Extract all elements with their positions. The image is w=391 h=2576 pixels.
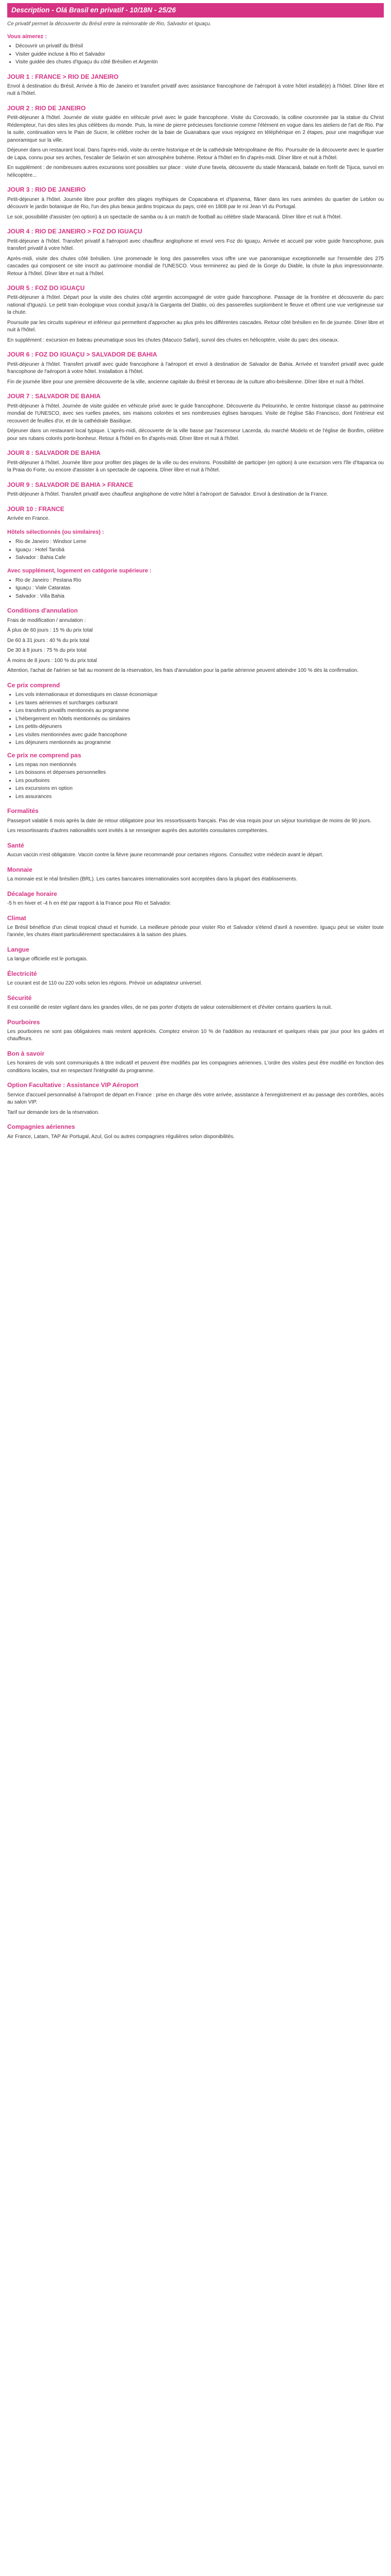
day-paragraph: Petit-déjeuner à l'hôtel. Journée de visite guidée en véhicule privé avec le guide francophone. Visite du Corcovado, la colline couronnée par la statue du Christ Rédempteur, l'un des sites les plus célèbres du monde. Puis, la mine de pierre précieuses fonctionne comme l'élément en vogue dans les ateliers de l'art de Rio. Par la suite, continuation vers le Pain de Sucre, le célèbre rocher de la baie de Guanabara que vous rejoignez en téléphérique en 2 étapes, pour une magnifique vue panoramique sur la ville. (7, 115, 384, 143)
langue-title: Langue (7, 945, 29, 953)
day-title: JOUR 5 : FOZ DO IGUAÇU (7, 284, 85, 292)
day-paragraph: Arrivée en France. (7, 515, 50, 521)
day-title: JOUR 4 : RIO DE JANEIRO > FOZ DO IGUAÇU (7, 228, 142, 235)
prestations-list (7, 691, 384, 747)
day-section (7, 392, 384, 443)
list-item: • Les vols internationaux et domestiques en classe économique (15, 691, 384, 699)
compagnies-title: Compagnies aériennes (7, 1123, 75, 1131)
day-title: JOUR 7 : SALVADOR DE BAHIA (7, 393, 101, 400)
day-section (7, 185, 384, 221)
day-title: JOUR 1 : FRANCE > RIO DE JANEIRO (7, 73, 119, 80)
paragraph: Frais de modification / annulation : (7, 617, 86, 623)
paragraph: Les ressortissants d'autres nationalités sont invités à se renseigner auprès des autorités consulaires compétentes. (7, 828, 269, 834)
day-paragraph: En supplément : de nombreuses autres excursions sont possibles sur place : visite d'une favela, découverte du stade Maracanã, balade en forêt de Tijuca, survol en hélicoptère... (7, 165, 384, 178)
day-title: JOUR 10 : FRANCE (7, 505, 64, 513)
page (0, 0, 391, 1154)
day-paragraph: Fin de journée libre pour une première découverte de la ville, ancienne capitale du Brésil et berceau de la culture afro-brésilienne. Dîner libre et nuit à l'hôtel. (7, 379, 365, 385)
list-item: • Les déjeuners mentionnés au programme (15, 739, 384, 747)
not-included-list (7, 761, 384, 801)
prestations-title: Ce prix comprend (7, 681, 60, 689)
vous-aimerez-list (7, 43, 384, 66)
climat-section (7, 914, 384, 939)
securite-section (7, 994, 384, 1012)
list-item: • Rio de Janeiro : Pestana Rio (15, 577, 384, 585)
day-section (7, 104, 384, 179)
formalites-title: Formalités (7, 807, 39, 815)
decalage-section (7, 890, 384, 908)
day-title: JOUR 2 : RIO DE JANEIRO (7, 104, 86, 112)
paragraph: Les horaires de vols sont communiqués à titre indicatif et peuvent être modifiés par les compagnies aériennes. L'ordre des visites peut être modifié en fonction des conditions locales, tout en respectant l'intégralité du programme. (7, 1060, 384, 1074)
pourboires-section (7, 1018, 384, 1043)
conditions-section (7, 606, 384, 674)
day-title: JOUR 8 : SALVADOR DE BAHIA (7, 449, 101, 457)
itinerary (7, 73, 384, 523)
paragraph: Aucun vaccin n'est obligatoire. Vaccin contre la fièvre jaune recommandé pour certaines régions. Consultez votre médecin avant le départ. (7, 852, 323, 858)
securite-title: Sécurité (7, 994, 32, 1002)
day-section (7, 481, 384, 499)
paragraph: De 30 à 8 jours : 75 % du prix total (7, 648, 87, 654)
list-item: • Rio de Janeiro : Windsor Leme (15, 538, 384, 546)
sante-section (7, 841, 384, 859)
day-title: JOUR 3 : RIO DE JANEIRO (7, 186, 86, 194)
day-section (7, 505, 384, 523)
options-title: Option Facultative : Assistance VIP Aéroport (7, 1081, 139, 1089)
day-paragraph: Poursuite par les circuits supérieur et inférieur qui permettent d'approcher au plus près les différentes cascades. Retour côté brésilien en fin de journée. Dîner libre et nuit à l'hôtel. (7, 319, 384, 333)
compagnies-section (7, 1123, 384, 1141)
list-item: • Les visites mentionnées avec guide francophone (15, 732, 384, 739)
list-item: • L'hébergement en hôtels mentionnés ou similaires (15, 716, 384, 723)
paragraph: Les pourboires ne sont pas obligatoires mais restent appréciés. Comptez environ 10 % de l'addition au restaurant et quelques réais par jour pour les guides et chauffeurs. (7, 1028, 384, 1042)
list-item: • Iguaçu : Hotel Tarobá (15, 547, 384, 554)
day-paragraph: Déjeuner dans un restaurant local. Dans l'après-midi, visite du centre historique et de la cathédrale Métropolitaine de Rio. Poursuite de la découverte avec le quartier de Lapa, connu pour ses arches, l'escalier de Selarón et son atmosphère bohème. Retour à l'hôtel en fin d'après-midi. Dîner libre et nuit à l'hôtel. (7, 147, 384, 161)
paragraph: La monnaie est le réal brésilien (BRL). Les cartes bancaires internationales sont acceptées dans la plupart des établissements. (7, 876, 298, 883)
hotels-section (7, 529, 384, 600)
paragraph: Attention, l'achat de l'aérien se fait au moment de la réservation, les frais d'annulation pour la partie aérienne peuvent atteindre 100 % dès la confirmation. (7, 668, 359, 674)
day-paragraph: En supplément : excursion en bateau pneumatique sous les chutes (Macuco Safari), survol des chutes en hélicoptère, visite du parc des oiseaux. (7, 337, 339, 343)
day-section (7, 350, 384, 386)
list-item: • Les repas non mentionnés (15, 761, 384, 769)
day-paragraph: Petit-déjeuner à l'hôtel. Journée libre pour profiter des plages mythiques de Copacabana et d'Ipanema, flâner dans les rues animées du quartier de Leblon ou découvrir le jardin botanique de Rio, l'un des plus beaux jardins tropicaux du pays, créé en 1808 par le roi Jean VI du Portugal. (7, 196, 384, 210)
paragraph: La langue officielle est le portugais. (7, 956, 88, 962)
electricite-section (7, 970, 384, 988)
paragraph: Il est conseillé de rester vigilant dans les grandes villes, de ne pas porter d'objets de valeur ostensiblement et d'éviter certains quartiers la nuit. (7, 1005, 332, 1011)
list-item: • Visiter guidée incluse à Rio et Salvador (15, 51, 384, 59)
list-item: • Les assurances (15, 793, 384, 801)
list-item: • Les pourboires (15, 777, 384, 785)
hotels-list (7, 538, 384, 562)
list-item: • Découvrir un privatif du Brésil (15, 43, 384, 50)
decalage-title: Décalage horaire (7, 890, 57, 897)
day-title: JOUR 6 : FOZ DO IGUAÇU > SALVADOR DE BAHIA (7, 351, 157, 359)
climat-title: Climat (7, 914, 26, 922)
list-item: • Visite guidée des chutes d'Iguaçu du côté Brésilien et Argentin (15, 59, 384, 66)
day-paragraph: Petit-déjeuner à l'hôtel. Transfert privatif avec guide francophone à l'aéroport et envol à destination de Salvador de Bahia. Arrivée et transfert privatif avec guide francophone de l'aéroport à votre hôtel. Installation à l'hôtel. (7, 361, 384, 375)
day-paragraph: Petit-déjeuner à l'hôtel. Transfert privatif avec chauffeur anglophone de votre hôtel à l'aéroport de Salvador. Envol à destination de la France. (7, 492, 329, 498)
day-paragraph: Le soir, possibilité d'assister (en option) à un spectacle de samba ou à un match de football au célèbre stade Maracanã. Dîner libre et nuit à l'hôtel. (7, 214, 342, 220)
sante-title: Santé (7, 841, 24, 849)
list-item: • Les taxes aériennes et surcharges carburant (15, 700, 384, 707)
paragraph: Air France, Latam, TAP Air Portugal, Azul, Gol ou autres compagnies régulières selon disponibilités. (7, 1133, 235, 1140)
options-section (7, 1081, 384, 1116)
bon-savoir-section (7, 1049, 384, 1075)
paragraph: Tarif sur demande lors de la réservation. (7, 1109, 100, 1115)
practical-info (7, 807, 384, 1141)
list-item: • Les boissons et dépenses personnelles (15, 769, 384, 777)
intro-text: Ce privatif permet la découverte du Brésil entre la mémorable de Rio, Salvador et Iguaçu. (7, 21, 211, 27)
paragraph: -5 h en hiver et -4 h en été par rapport à la France pour Rio et Salvador. (7, 901, 171, 907)
day-paragraph: Déjeuner dans un restaurant local typique. L'après-midi, découverte de la ville basse par l'ascenseur Lacerda, du marché Modelo et de l'église de Bonfim, célèbre pour ses rubans colorés porte-bonheur. Retour à l'hôtel en fin d'après-midi. Dîner libre et nuit à l'hôtel. (7, 428, 384, 442)
conditions-title: Conditions d'annulation (7, 607, 78, 615)
list-item: • Salvador : Villa Bahia (15, 593, 384, 601)
supp-title: Avec supplément, logement en catégorie supérieure : (7, 567, 152, 574)
vous-aimerez-section (7, 33, 384, 66)
paragraph: Le courant est de 110 ou 220 volts selon les régions. Prévoir un adaptateur universel. (7, 980, 202, 987)
day-paragraph: Petit-déjeuner à l'hôtel. Départ pour la visite des chutes côté argentin accompagné de votre guide francophone. Passage de la frontière et découverte du parc national d'Iguazú. Le petit train écologique vous conduit jusqu'à la Garganta del Diablo, où des passerelles surplombent le fleuve et offrent une vue vertigineuse sur la chute. (7, 295, 384, 316)
list-item: • Iguaçu : Viale Cataratas (15, 585, 384, 592)
list-item: • Les transferts privatifs mentionnés au programme (15, 707, 384, 715)
paragraph: À moins de 8 jours : 100 % du prix total (7, 657, 97, 664)
not-included-title: Ce prix ne comprend pas (7, 751, 82, 759)
langue-section (7, 945, 384, 963)
day-paragraph: Petit-déjeuner à l'hôtel. Transfert privatif à l'aéroport avec chauffeur anglophone et envol vers Foz do Iguaçu. Arrivée et accueil par votre guide francophone, puis transfert privatif à votre hôtel. (7, 238, 384, 252)
paragraph: De 60 à 31 jours : 40 % du prix total (7, 637, 89, 643)
monnaie-title: Monnaie (7, 866, 32, 873)
supp-list (7, 577, 384, 601)
day-section (7, 449, 384, 474)
list-item: • Les excursions en option (15, 785, 384, 793)
paragraph: Le Brésil bénéficie d'un climat tropical chaud et humide. La meilleure période pour visiter Rio et Salvador s'étend d'avril à novembre. Iguaçu peut se visiter toute l'année, les chutes étant particulièrement spectaculaires à la saison des pluies. (7, 924, 384, 938)
electricite-title: Électricité (7, 970, 37, 977)
day-paragraph: Petit-déjeuner à l'hôtel. Journée de visite guidée en véhicule privé avec le guide francophone. Découverte du Pelourinho, le centre historique classé au patrimoine mondial de l'UNESCO, avec ses ruelles pavées, ses maisons colorées et ses nombreuses églises baroques. Visite de l'église São Francisco, dont l'intérieur est recouvert de feuilles d'or, et de la cathédrale Basilique. (7, 403, 384, 424)
list-item: • Salvador : Bahia Cafe (15, 554, 384, 562)
page-banner: Description - Olá Brasil en privatif - 10/18N - 25/26 (7, 3, 384, 18)
day-section (7, 284, 384, 344)
bon-savoir-title: Bon à savoir (7, 1049, 45, 1057)
paragraph: Passeport valable 6 mois après la date de retour obligatoire pour les ressortissants français. Pas de visa requis pour un séjour touristique de moins de 90 jours. (7, 818, 371, 824)
day-title: JOUR 9 : SALVADOR DE BAHIA > FRANCE (7, 481, 134, 488)
pourboires-title: Pourboires (7, 1018, 40, 1026)
monnaie-section (7, 866, 384, 884)
day-paragraph: Après-midi, visite des chutes côté brésilien. Une promenade le long des passerelles vous offre une vue panoramique exceptionnelle sur l'ensemble des 275 cascades qui composent ce site inscrit au patrimoine mondial de l'UNESCO. Vous terminerez au pied de la Gorge du Diable, la chute la plus impressionnante. Retour à l'hôtel. Dîner libre et nuit à l'hôtel. (7, 256, 384, 277)
day-paragraph: Petit-déjeuner à l'hôtel. Journée libre pour profiter des plages de la ville ou des environs. Possibilité de participer (en option) à une excursion vers l'île d'Itaparica ou la Praia do Forte, ou encore d'assister à un spectacle de capoeira. Dîner libre et nuit à l'hôtel. (7, 460, 384, 473)
list-item: • Les petits-déjeuners (15, 723, 384, 731)
day-section (7, 227, 384, 278)
vous-aimerez-title: Vous aimerez : (7, 33, 47, 40)
paragraph: À plus de 60 jours : 15 % du prix total (7, 628, 93, 634)
day-paragraph: Envol à destination du Brésil, Arrivée à Rio de Janeiro et transfert privatif avec assistance francophone de l'aéroport à votre hôtel installé(e) à l'hôtel. Dîner libre et nuit à l'hôtel. (7, 83, 384, 97)
paragraph: Service d'accueil personnalisé à l'aéroport de départ en France : prise en charge dès votre arrivée, assistance à l'enregistrement et au passage des contrôles, accès au salon VIP. (7, 1092, 384, 1106)
prestations-section (7, 681, 384, 801)
formalites-section (7, 807, 384, 835)
day-section (7, 73, 384, 98)
hotels-title: Hôtels sélectionnés (ou similaires) : (7, 529, 104, 536)
